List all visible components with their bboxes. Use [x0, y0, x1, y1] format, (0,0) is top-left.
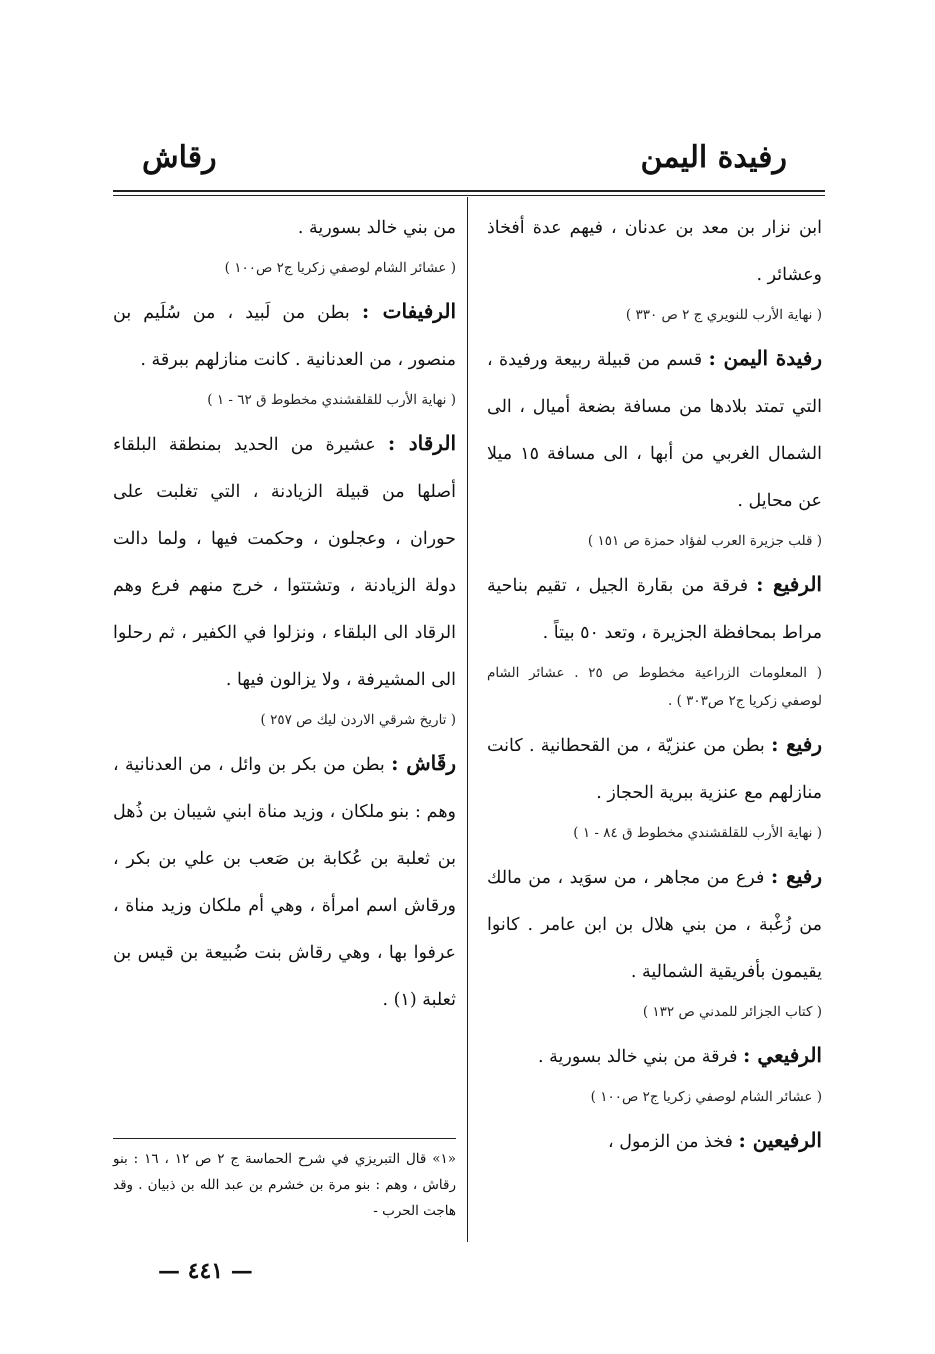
- source-citation: ( المعلومات الزراعية مخطوط ص ٢٥ . عشائر الشام لوصفي زكريا ج٢ ص٣٠٣ ) .: [487, 665, 823, 709]
- source-citation: ( نهاية الأرب للقلقشندي مخطوط ق ٦٢ - ١ ): [207, 392, 456, 408]
- entry-continuation: [487, 205, 822, 299]
- running-header-left: رقاش: [142, 140, 217, 175]
- entry-term: رفيع :: [770, 864, 822, 888]
- entry-term: رفيع :: [771, 732, 822, 756]
- entry-term: الرفيعين :: [738, 1128, 822, 1152]
- entry-text: من بني خالد بسورية .: [297, 218, 456, 238]
- source-citation: ( كتاب الجزائر للمدني ص ١٣٢ ): [642, 1004, 822, 1020]
- entry-term: رفيدة اليمن :: [708, 346, 822, 370]
- entry-text: بطن من لَبيد ، من سُلَيم بن منصور ، من العدنانية . كانت منازلهم ببرقة .: [113, 303, 456, 370]
- source-citation: ( عشائر الشام لوصفي زكريا ج٢ ص١٠٠ ): [224, 260, 456, 276]
- dictionary-entry: [487, 1032, 822, 1081]
- dictionary-entry: [487, 335, 822, 525]
- page-number: — ٤٤١ —: [158, 1258, 253, 1284]
- left-column: [113, 205, 456, 1024]
- entry-text: عشيرة من الحديد بمنطقة البلقاء أصلها من قبيلة الزيادنة ، التي تغلبت على حوران ، وعجلون ، وحكمت فيها ، ولما دالت دولة الزيادنة ، وتشتتوا ، خرج منهم فرع وهم الرقاد الى البلقاء ، ونزلوا في الكفير ، ثم رحلوا الى المشيرفة ، ولا يزالون فيها .: [113, 435, 456, 690]
- entry-text: بطن من بكر بن وائل ، من العدنانية ، وهم : بنو ملكان ، وزيد مناة ابني شيبان بن ذُهل بن ثعلبة بن عُكابة بن صَعب بن علي بن بكر ، ورقاش اسم امرأة ، وهي أم ملكان وزيد مناة ، عرفوا بها ، وهي رقاش بنت ضُبيعة بن قيس بن ثعلبة (١) .: [113, 755, 456, 1010]
- dictionary-entry: [113, 740, 456, 1024]
- dictionary-entry: [487, 1117, 822, 1166]
- entry-term: الرفيفات :: [361, 299, 456, 323]
- entry-text: فرع من مجاهر ، من سوَيد ، من مالك من زُغْبة ، من بني هلال بن ابن عامر . كانوا يقيمون بأفريقية الشمالية .: [487, 868, 822, 982]
- entry-term: رقَاش :: [391, 751, 456, 775]
- entry-continuation: [113, 205, 456, 252]
- footnote: «١» قال التبريزي في شرح الحماسة ج ٢ ص ١٢ ، ١٦ : بنو رقاش ، وهم : بنو مرة بن خشرم بن عبد الله بن ذبيان . وقد هاجت الحرب -: [113, 1151, 456, 1219]
- dictionary-entry: [113, 420, 456, 704]
- entry-text: فخذ من الزمول ،: [608, 1132, 739, 1152]
- entry-term: الرفيع :: [756, 572, 822, 596]
- entry-text: فرقة من بقارة الجيل ، تقيم بناحية مراط بمحافظة الجزيرة ، وتعد ٥٠ بيتاً .: [487, 576, 822, 643]
- dictionary-entry: [487, 721, 822, 817]
- column-divider: [467, 197, 468, 1242]
- footnote-rule: [113, 1138, 456, 1139]
- dictionary-entry: [487, 853, 822, 996]
- right-column: [487, 205, 822, 1166]
- entry-text: ابن نزار بن معد بن عدنان ، فيهم عدة أفخاذ وعشائر .: [487, 218, 822, 285]
- dictionary-entry: [113, 288, 456, 384]
- dictionary-entry: [487, 561, 822, 657]
- entry-term: الرقاد :: [387, 431, 456, 455]
- source-citation: ( قلب جزيرة العرب لفؤاد حمزة ص ١٥١ ): [587, 533, 822, 549]
- source-citation: ( تاريخ شرقي الاردن ليك ص ٢٥٧ ): [260, 712, 456, 728]
- entry-term: الرفيعي :: [743, 1043, 822, 1067]
- header-rule-thin: [113, 195, 825, 196]
- header-rule: [113, 190, 825, 192]
- entry-text: فرقة من بني خالد بسورية .: [538, 1047, 744, 1067]
- source-citation: ( عشائر الشام لوصفي زكريا ج٢ ص١٠٠ ): [590, 1089, 822, 1105]
- running-header-right: رفيدة اليمن: [640, 140, 787, 175]
- source-citation: ( نهاية الأرب للنويري ج ٢ ص ٣٣٠ ): [625, 307, 822, 323]
- entry-text: قسم من قبيلة ربيعة ورفيدة ، التي تمتد بلادها من مسافة بضعة أميال ، الى الشمال الغربي من أبها ، الى مسافة ١٥ ميلا عن محايل .: [487, 350, 822, 511]
- entry-text: بطن من عنزيّة ، من القحطانية . كانت منازلهم مع عنزية ببرية الحجاز .: [487, 736, 822, 803]
- source-citation: ( نهاية الأرب للقلقشندي مخطوط ق ٨٤ - ١ ): [573, 825, 822, 841]
